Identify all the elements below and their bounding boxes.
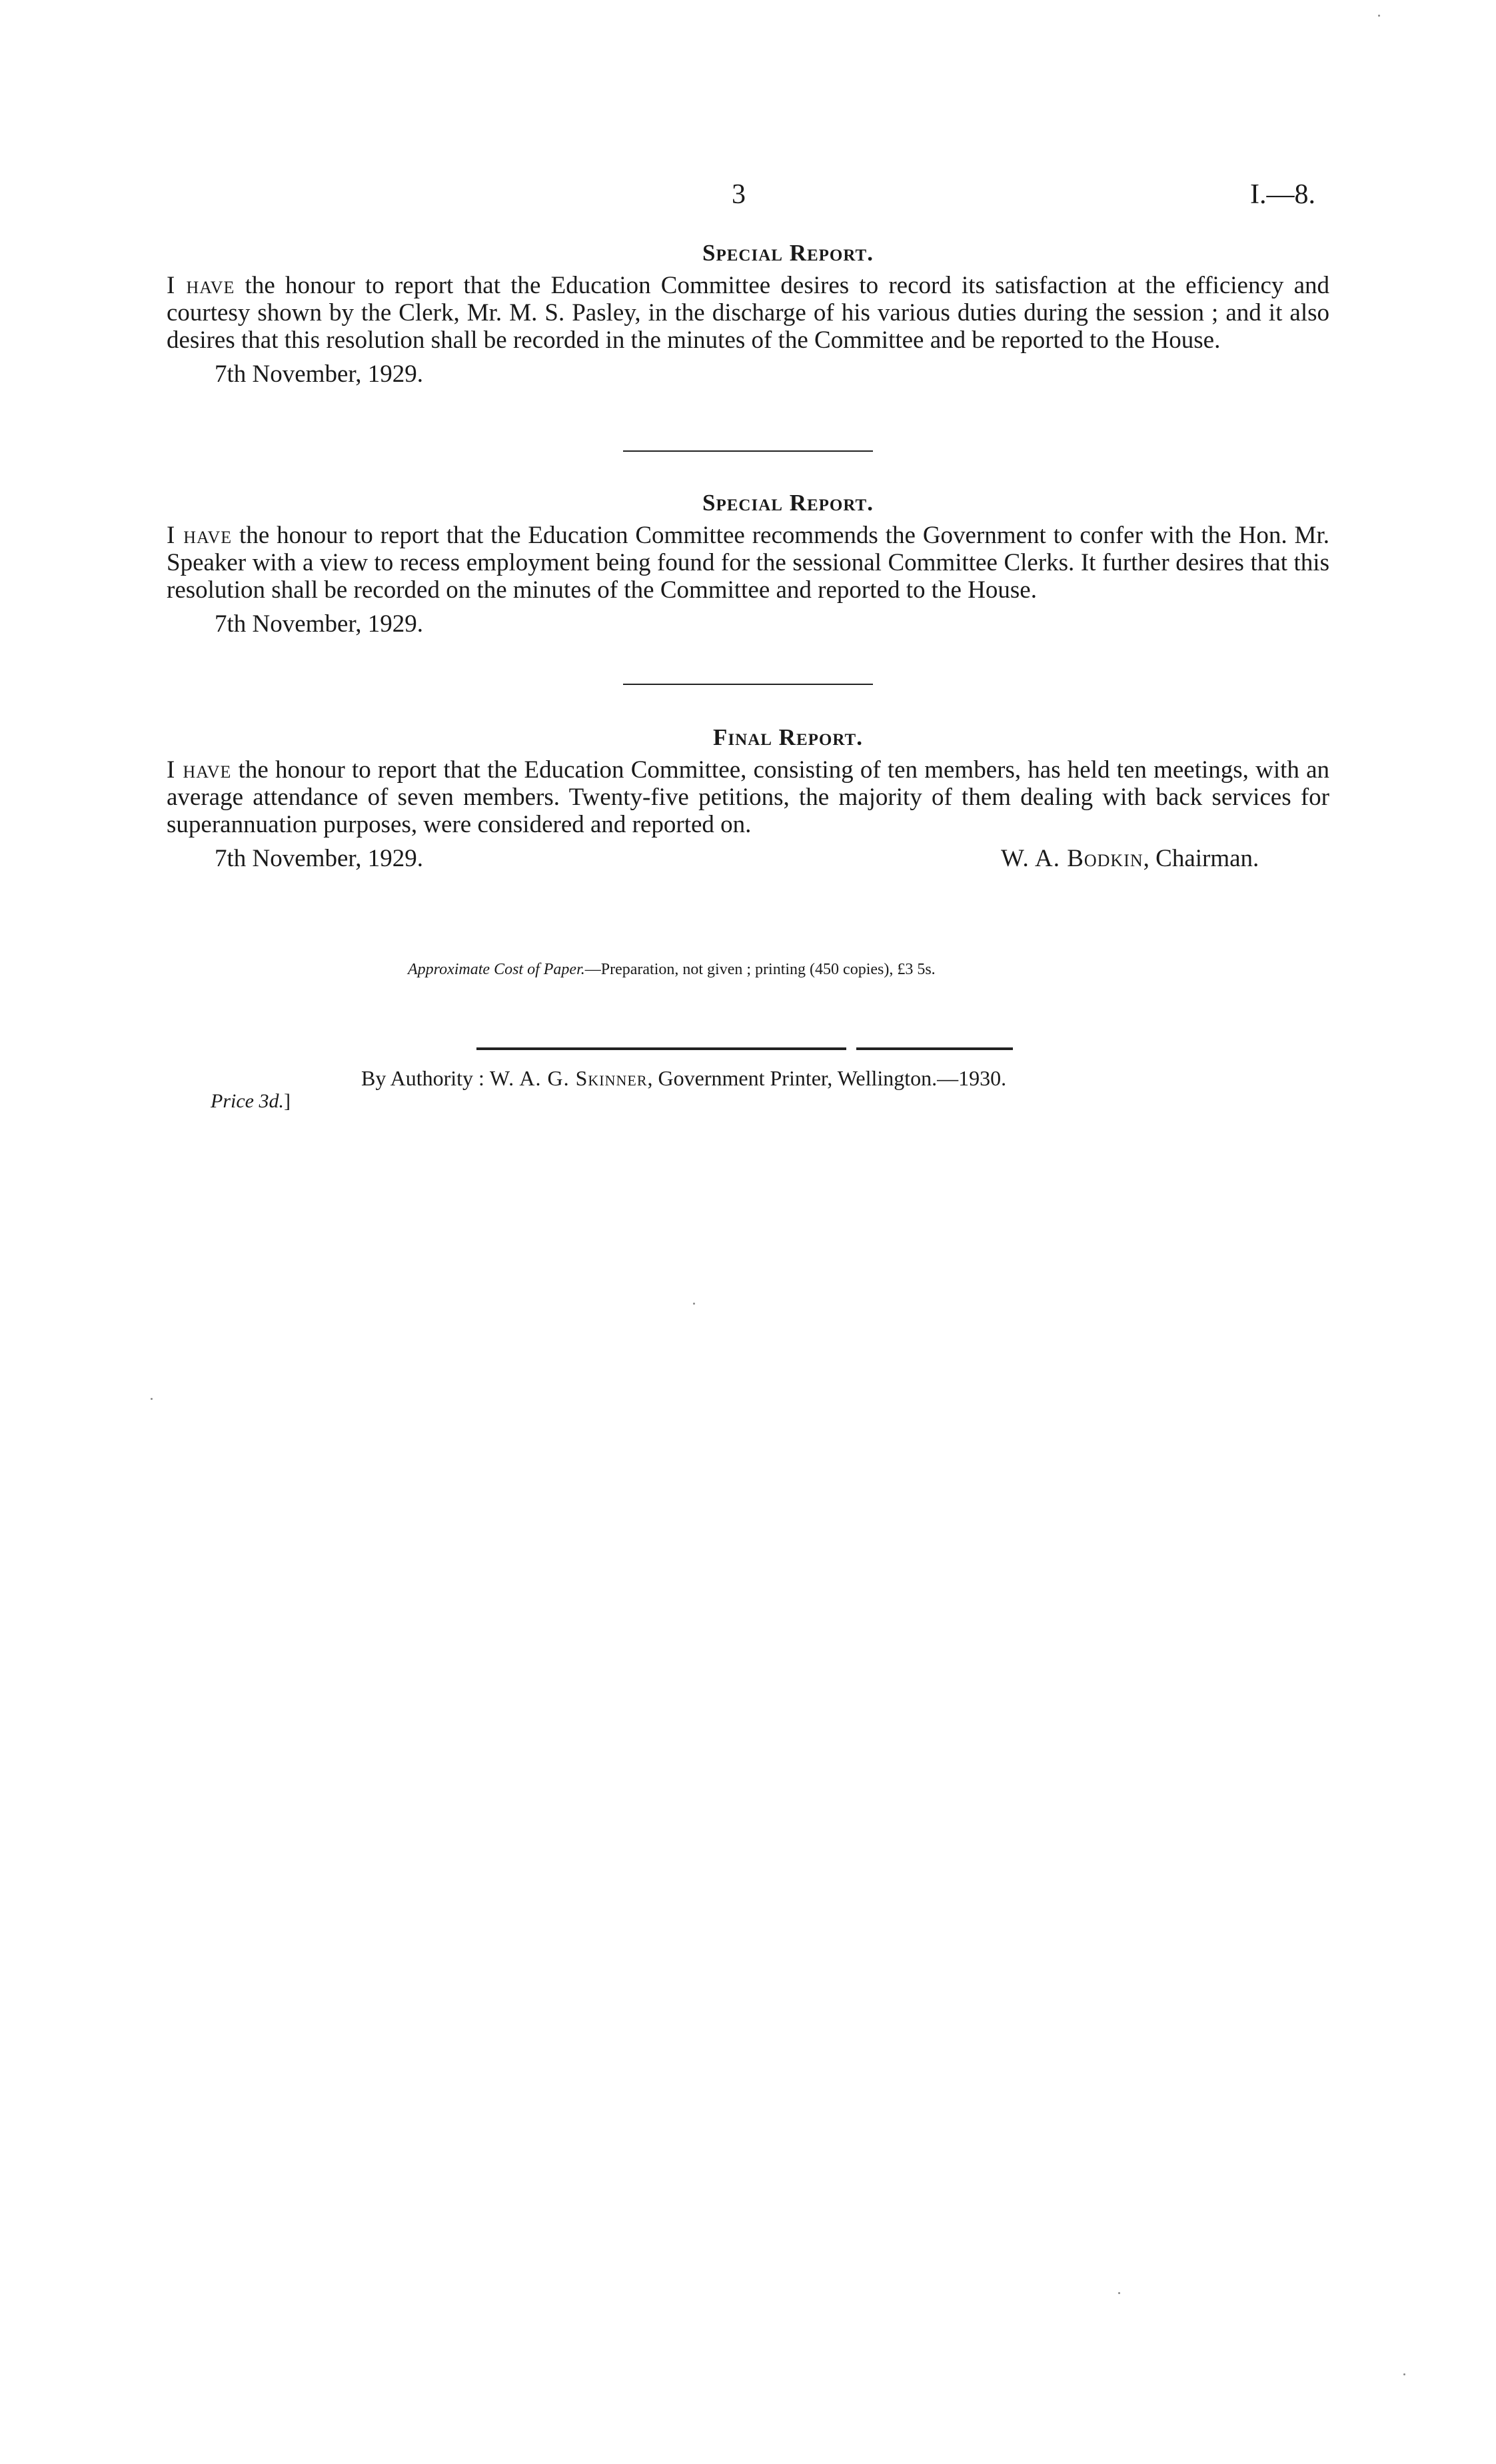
- report-body: [167, 522, 1329, 604]
- cost-label: Approximate Cost of Paper.: [408, 961, 585, 978]
- printer-name: W. A. G. Skinner: [489, 1066, 648, 1090]
- imprint-prefix: By Authority :: [361, 1066, 490, 1090]
- imprint-suffix: , Government Printer, Wellington.—1930.: [647, 1066, 1007, 1090]
- scan-speck: [151, 1398, 153, 1400]
- report-date: 7th November, 1929.: [215, 360, 423, 388]
- lead-in: I have: [167, 272, 235, 299]
- scan-speck: [693, 1303, 695, 1305]
- page-header: [0, 179, 1496, 219]
- section-divider: [623, 684, 873, 685]
- printer-imprint: [361, 1066, 1006, 1091]
- special-report-2: [167, 490, 1329, 638]
- scan-speck: [1118, 2292, 1120, 2294]
- price-text: Price 3d.: [211, 1090, 284, 1112]
- report-text: the honour to report that the Education Committee, consisting of ten members, has held ten meetings, with an average attendance of seven members. Twenty-five petitions, the majority of them dealing with back services for superannuation purposes, were considered and reported on.: [167, 756, 1329, 838]
- report-date: 7th November, 1929.: [215, 845, 423, 872]
- signatory-name: W. A. Bodkin: [1001, 845, 1143, 872]
- signature: [1001, 845, 1259, 872]
- report-date: 7th November, 1929.: [215, 610, 423, 638]
- cost-note: [408, 961, 936, 979]
- cost-text: —Preparation, not given ; printing (450 copies), £3 5s.: [584, 961, 936, 978]
- report-body: [167, 756, 1329, 838]
- section-heading: Special Report.: [702, 240, 874, 266]
- final-report: [167, 724, 1329, 872]
- signatory-title: , Chairman.: [1143, 845, 1259, 872]
- section-divider: [623, 450, 873, 452]
- section-heading: Final Report.: [713, 724, 863, 750]
- section-heading: Special Report.: [702, 490, 874, 516]
- scan-speck: [1378, 15, 1380, 17]
- scan-speck: [1403, 2373, 1405, 2375]
- report-body: [167, 272, 1329, 354]
- special-report-1: [167, 240, 1329, 388]
- report-date-line: [215, 845, 1329, 872]
- imprint-rule-left: [476, 1047, 846, 1050]
- lead-in: I have: [167, 756, 232, 784]
- imprint-rule-right: [856, 1047, 1013, 1050]
- page-number: 3: [732, 179, 746, 210]
- report-text: the honour to report that the Education Committee desires to record its satisfaction at the efficiency and courtesy shown by the Clerk, Mr. M. S. Pasley, in the discharge of his various duties during the session ; and it also desires that this resolution shall be recorded in the minutes of the Committee and be reported to the House.: [167, 272, 1329, 354]
- price-bracket: ]: [283, 1090, 291, 1112]
- lead-in: I have: [167, 522, 233, 549]
- paper-code: I.—8.: [1250, 179, 1315, 210]
- report-text: the honour to report that the Education Committee recommends the Government to confer with the Hon. Mr. Speaker with a view to recess employment being found for the sessional Committee Clerks. It further desires that this resolution shall be recorded on the minutes of the Committee and reported to the House.: [167, 522, 1329, 604]
- price-note: [211, 1090, 291, 1113]
